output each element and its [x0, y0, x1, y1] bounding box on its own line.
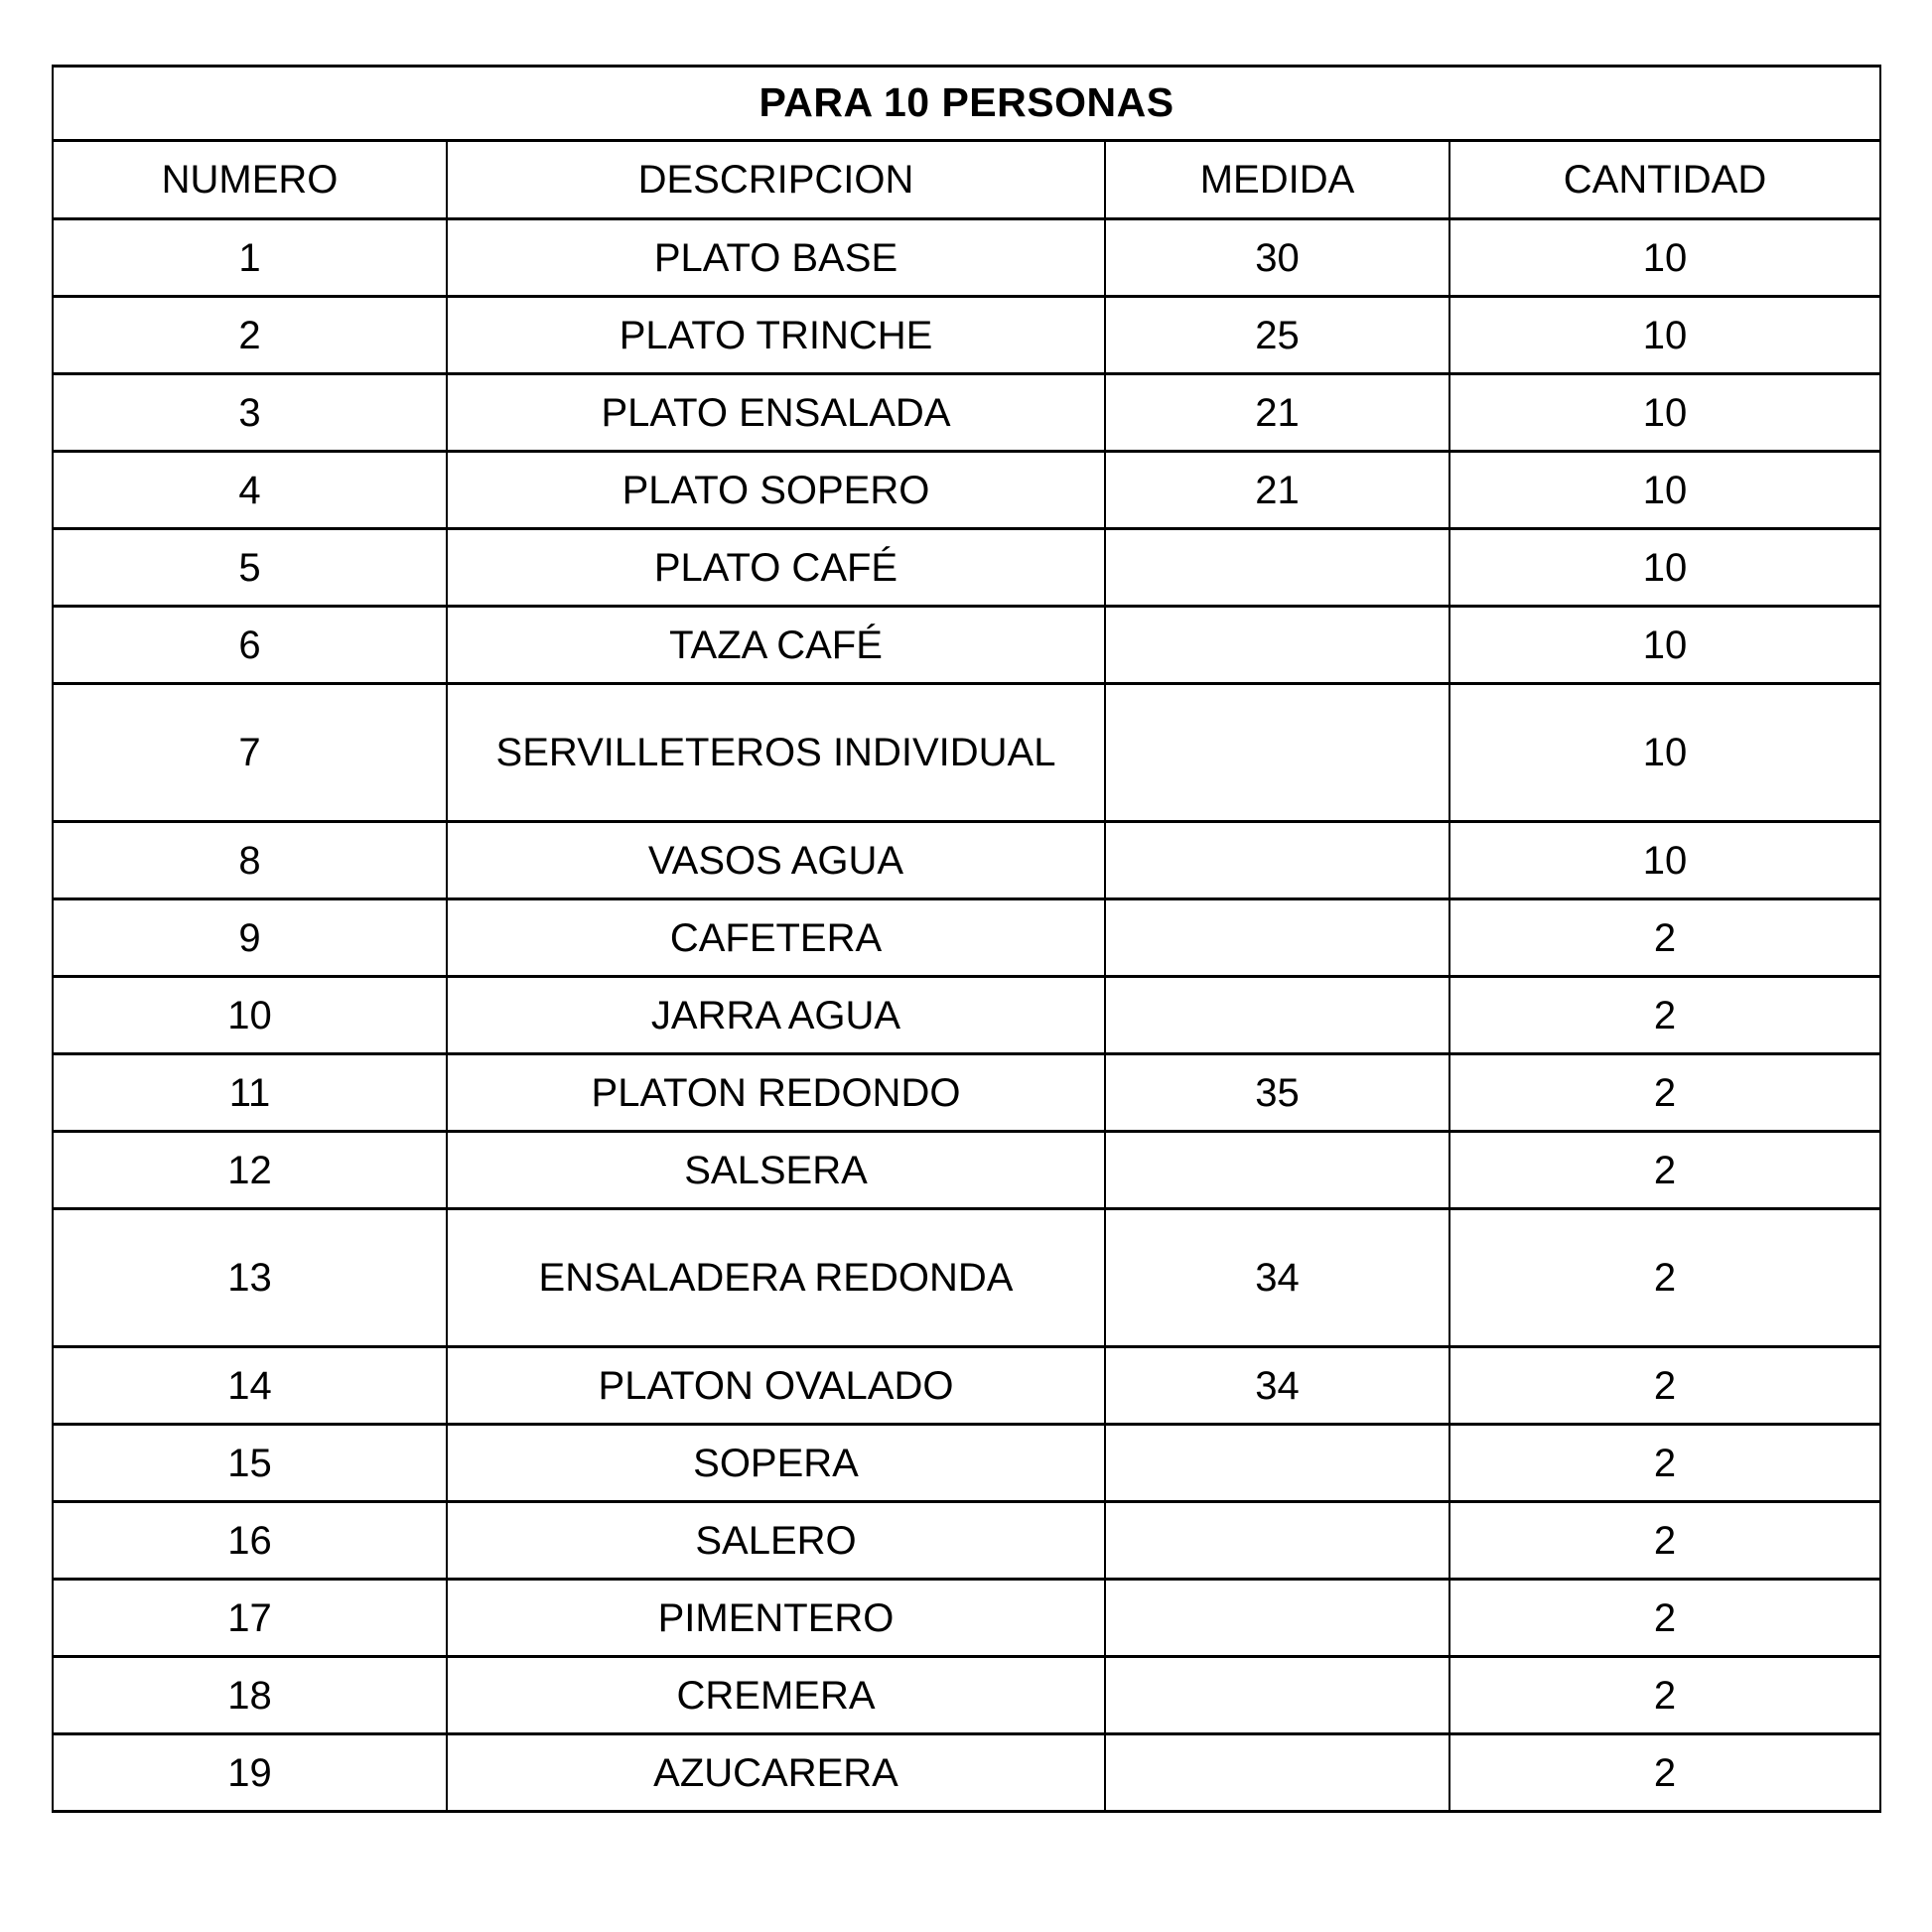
cell-cantidad: 10: [1449, 822, 1880, 899]
cell-numero: 19: [53, 1734, 447, 1812]
cell-numero: 14: [53, 1347, 447, 1425]
cell-numero: 8: [53, 822, 447, 899]
column-header-descripcion: DESCRIPCION: [447, 141, 1105, 219]
cell-descripcion: VASOS AGUA: [447, 822, 1105, 899]
cell-descripcion: SOPERA: [447, 1425, 1105, 1502]
table-row: [53, 452, 1880, 529]
cell-descripcion: TAZA CAFÉ: [447, 607, 1105, 684]
table-row: [53, 219, 1880, 297]
title-row: [53, 67, 1880, 141]
table-row: [53, 1502, 1880, 1580]
table-row: [53, 297, 1880, 374]
cell-descripcion: JARRA AGUA: [447, 977, 1105, 1054]
cell-descripcion: CREMERA: [447, 1657, 1105, 1734]
table-row: [53, 374, 1880, 452]
cell-descripcion: PLATO SOPERO: [447, 452, 1105, 529]
cell-descripcion: SALSERA: [447, 1132, 1105, 1209]
table-row: [53, 1054, 1880, 1132]
cell-medida: 34: [1105, 1209, 1449, 1347]
cell-descripcion: PLATON OVALADO: [447, 1347, 1105, 1425]
cell-cantidad: 2: [1449, 1425, 1880, 1502]
table-row: [53, 529, 1880, 607]
cell-cantidad: 2: [1449, 1347, 1880, 1425]
cell-descripcion: AZUCARERA: [447, 1734, 1105, 1812]
cell-descripcion: PLATON REDONDO: [447, 1054, 1105, 1132]
cell-medida: [1105, 684, 1449, 822]
cell-numero: 12: [53, 1132, 447, 1209]
table-row: [53, 822, 1880, 899]
cell-cantidad: 10: [1449, 529, 1880, 607]
cell-descripcion: PLATO TRINCHE: [447, 297, 1105, 374]
cell-medida: [1105, 1734, 1449, 1812]
cell-descripcion: PLATO CAFÉ: [447, 529, 1105, 607]
column-header-cantidad: CANTIDAD: [1449, 141, 1880, 219]
cell-medida: [1105, 822, 1449, 899]
table-row: [53, 1580, 1880, 1657]
column-header-medida: MEDIDA: [1105, 141, 1449, 219]
cell-medida: [1105, 529, 1449, 607]
table-row: [53, 1425, 1880, 1502]
table-row: [53, 899, 1880, 977]
cell-medida: [1105, 1502, 1449, 1580]
cell-numero: 4: [53, 452, 447, 529]
cell-cantidad: 10: [1449, 219, 1880, 297]
table-row: [53, 684, 1880, 822]
cell-medida: [1105, 1580, 1449, 1657]
cell-cantidad: 10: [1449, 607, 1880, 684]
table-row: [53, 1209, 1880, 1347]
cell-cantidad: 2: [1449, 1734, 1880, 1812]
cell-numero: 10: [53, 977, 447, 1054]
cell-descripcion: PIMENTERO: [447, 1580, 1105, 1657]
cell-descripcion: SALERO: [447, 1502, 1105, 1580]
cell-medida: [1105, 1425, 1449, 1502]
cell-numero: 9: [53, 899, 447, 977]
table-row: [53, 1734, 1880, 1812]
cell-medida: 35: [1105, 1054, 1449, 1132]
table-body: [53, 67, 1880, 1812]
cell-numero: 5: [53, 529, 447, 607]
cell-cantidad: 2: [1449, 1580, 1880, 1657]
cell-cantidad: 10: [1449, 297, 1880, 374]
cell-medida: [1105, 1132, 1449, 1209]
cell-descripcion: CAFETERA: [447, 899, 1105, 977]
cell-medida: [1105, 977, 1449, 1054]
cell-cantidad: 10: [1449, 684, 1880, 822]
cell-cantidad: 2: [1449, 899, 1880, 977]
cell-numero: 2: [53, 297, 447, 374]
cell-numero: 16: [53, 1502, 447, 1580]
cell-cantidad: 2: [1449, 1209, 1880, 1347]
table-row: [53, 1347, 1880, 1425]
cell-numero: 6: [53, 607, 447, 684]
cell-numero: 15: [53, 1425, 447, 1502]
para-10-personas-table: [52, 65, 1881, 1813]
cell-medida: [1105, 1657, 1449, 1734]
table-title: PARA 10 PERSONAS: [53, 67, 1880, 141]
table-row: [53, 1657, 1880, 1734]
cell-numero: 3: [53, 374, 447, 452]
cell-numero: 18: [53, 1657, 447, 1734]
cell-numero: 7: [53, 684, 447, 822]
cell-descripcion: SERVILLETEROS INDIVIDUAL: [447, 684, 1105, 822]
cell-medida: 34: [1105, 1347, 1449, 1425]
cell-numero: 17: [53, 1580, 447, 1657]
cell-cantidad: 10: [1449, 452, 1880, 529]
cell-medida: [1105, 607, 1449, 684]
table-row: [53, 977, 1880, 1054]
cell-medida: 30: [1105, 219, 1449, 297]
cell-descripcion: PLATO BASE: [447, 219, 1105, 297]
cell-numero: 11: [53, 1054, 447, 1132]
cell-cantidad: 2: [1449, 1502, 1880, 1580]
cell-cantidad: 2: [1449, 1132, 1880, 1209]
cell-descripcion: ENSALADERA REDONDA: [447, 1209, 1105, 1347]
cell-cantidad: 2: [1449, 1054, 1880, 1132]
table-row: [53, 607, 1880, 684]
column-header-numero: NUMERO: [53, 141, 447, 219]
cell-medida: 25: [1105, 297, 1449, 374]
cell-cantidad: 2: [1449, 1657, 1880, 1734]
cell-cantidad: 2: [1449, 977, 1880, 1054]
cell-medida: 21: [1105, 374, 1449, 452]
cell-medida: [1105, 899, 1449, 977]
table-row: [53, 1132, 1880, 1209]
cell-medida: 21: [1105, 452, 1449, 529]
cell-descripcion: PLATO ENSALADA: [447, 374, 1105, 452]
header-row: [53, 141, 1880, 219]
cell-numero: 1: [53, 219, 447, 297]
cell-numero: 13: [53, 1209, 447, 1347]
cell-cantidad: 10: [1449, 374, 1880, 452]
